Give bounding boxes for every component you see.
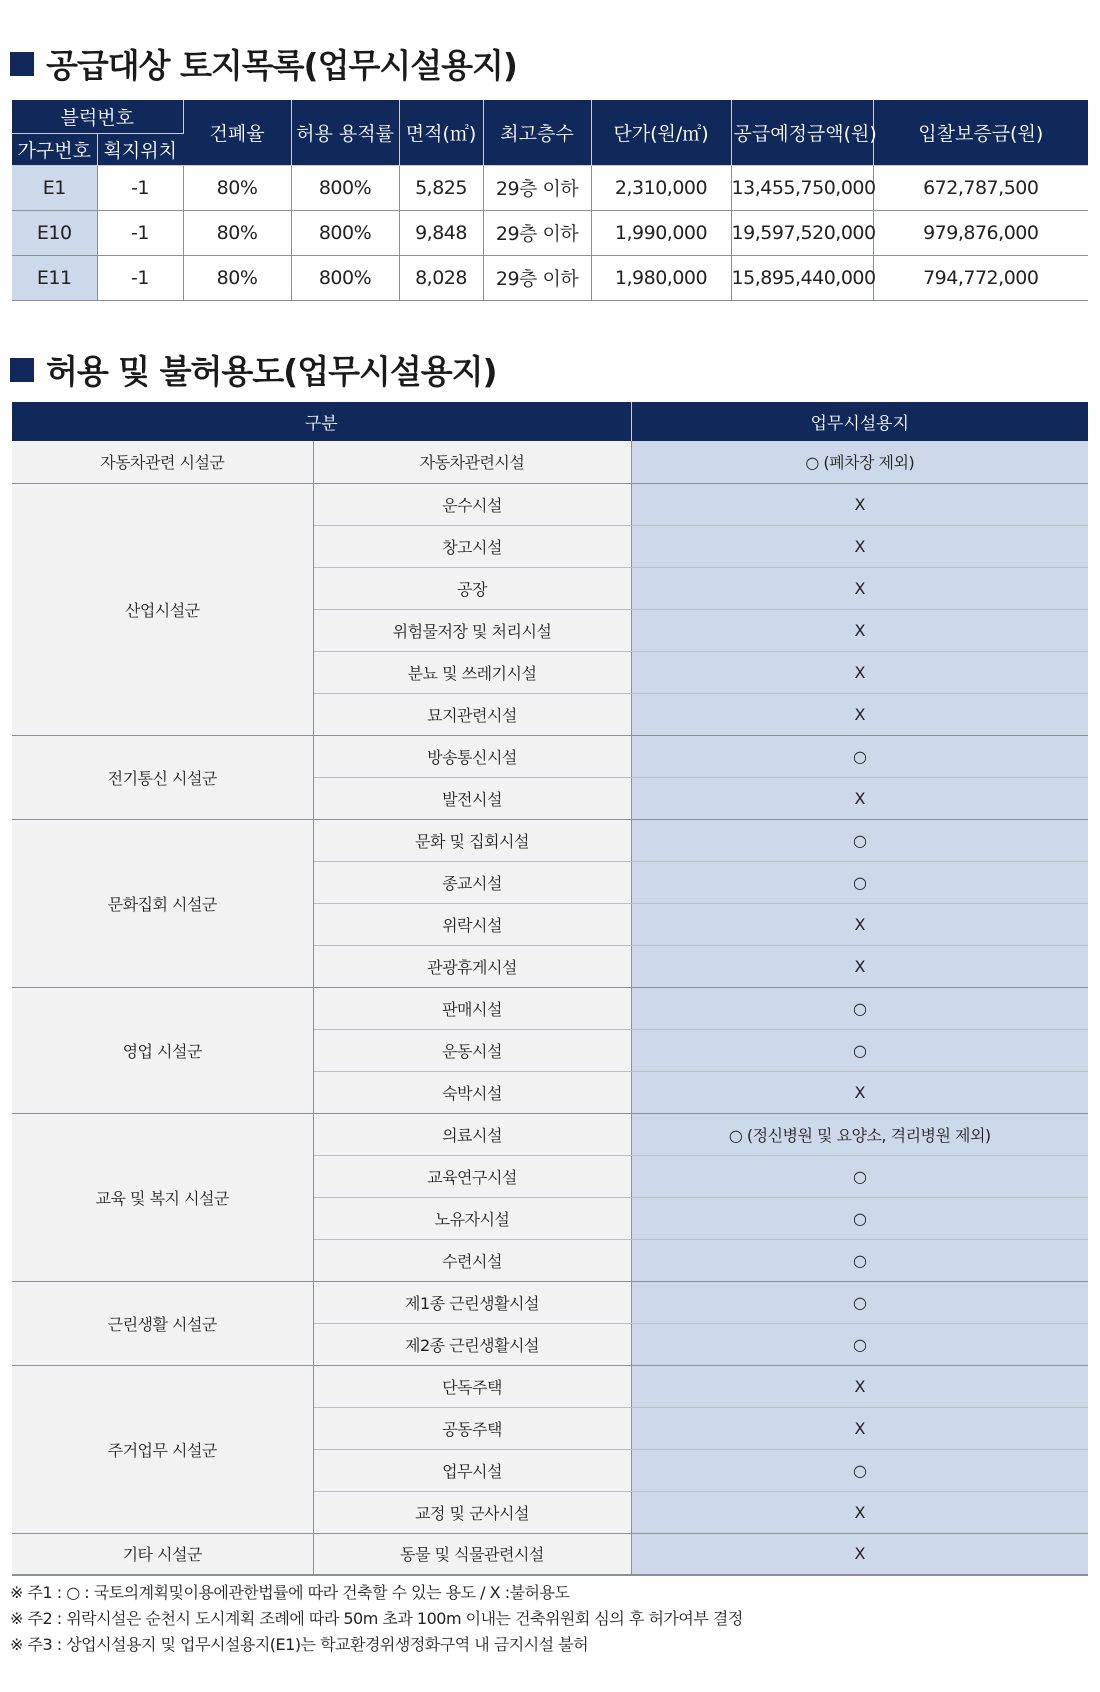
facility-cell: 노유자시설 [313, 1197, 631, 1239]
group-cell: 기타 시설군 [12, 1533, 313, 1575]
allowance-cell: ○ [631, 1029, 1088, 1071]
block-cell: E11 [12, 255, 97, 300]
facility-cell: 자동차관련시설 [313, 441, 631, 483]
facility-cell: 발전시설 [313, 777, 631, 819]
section-title-supply [10, 40, 517, 87]
group-cell: 영업 시설군 [12, 987, 313, 1113]
header-block-number: 블럭번호 [12, 100, 183, 133]
facility-cell: 종교시설 [313, 861, 631, 903]
header-max-floors: 최고층수 [483, 100, 591, 165]
coverage-cell: 80% [183, 210, 291, 255]
unit-price-cell: 1,980,000 [591, 255, 731, 300]
facility-cell: 공동주택 [313, 1407, 631, 1449]
facility-cell: 위락시설 [313, 903, 631, 945]
facility-cell: 숙박시설 [313, 1071, 631, 1113]
facility-cell: 교정 및 군사시설 [313, 1491, 631, 1533]
table-row [12, 1365, 1088, 1407]
facility-cell: 제2종 근린생활시설 [313, 1323, 631, 1365]
facility-cell: 운수시설 [313, 483, 631, 525]
facility-cell: 방송통신시설 [313, 735, 631, 777]
allowance-cell: X [631, 777, 1088, 819]
allowance-cell: X [631, 1365, 1088, 1407]
header-deposit: 입찰보증금(원) [873, 100, 1088, 165]
floors-cell: 29층 이하 [483, 210, 591, 255]
header-area: 면적(㎡) [399, 100, 483, 165]
facility-cell: 묘지관련시설 [313, 693, 631, 735]
allowance-cell: X [631, 1533, 1088, 1575]
block-cell: E10 [12, 210, 97, 255]
facility-cell: 교육연구시설 [313, 1155, 631, 1197]
supply-amount-cell: 15,895,440,000 [731, 255, 873, 300]
allowance-cell: ○ [631, 1281, 1088, 1323]
facility-cell: 단독주택 [313, 1365, 631, 1407]
group-cell: 교육 및 복지 시설군 [12, 1113, 313, 1281]
allowance-cell: X [631, 525, 1088, 567]
header-far: 허용 용적률 [291, 100, 399, 165]
facility-cell: 운동시설 [313, 1029, 631, 1071]
header-category: 구분 [12, 402, 631, 441]
allowance-cell: ○ [631, 861, 1088, 903]
group-cell: 자동차관련 시설군 [12, 441, 313, 483]
note-3: ※ 주3 : 상업시설용지 및 업무시설용지(E1)는 학교환경위생정화구역 내 금지시설 불허 [10, 1635, 589, 1654]
allowance-cell: ○ [631, 819, 1088, 861]
header-supply-amount: 공급예정금액(원) [731, 100, 873, 165]
facility-cell: 분뇨 및 쓰레기시설 [313, 651, 631, 693]
deposit-cell: 672,787,500 [873, 165, 1088, 210]
lot-cell: -1 [97, 210, 183, 255]
group-cell: 전기통신 시설군 [12, 735, 313, 819]
allowance-cell: X [631, 693, 1088, 735]
group-cell: 산업시설군 [12, 483, 313, 735]
allowance-cell: X [631, 609, 1088, 651]
facility-cell: 의료시설 [313, 1113, 631, 1155]
far-cell: 800% [291, 255, 399, 300]
table-row [12, 210, 1088, 255]
allowance-cell: X [631, 651, 1088, 693]
group-cell: 주거업무 시설군 [12, 1365, 313, 1533]
facility-cell: 업무시설 [313, 1449, 631, 1491]
table-row [12, 819, 1088, 861]
facility-cell: 위험물저장 및 처리시설 [313, 609, 631, 651]
usage-table [12, 402, 1088, 1576]
header-business-land: 업무시설용지 [631, 402, 1088, 441]
table-row [12, 165, 1088, 210]
section-title-usage [10, 346, 497, 393]
usage-table-body [12, 441, 1088, 1575]
allowance-cell: X [631, 903, 1088, 945]
facility-cell: 수련시설 [313, 1239, 631, 1281]
group-cell: 근린생활 시설군 [12, 1281, 313, 1365]
far-cell: 800% [291, 210, 399, 255]
facility-cell: 공장 [313, 567, 631, 609]
allowance-cell: ○ (정신병원 및 요양소, 격리병원 제외) [631, 1113, 1088, 1155]
allowance-cell: X [631, 567, 1088, 609]
header-lot-position: 획지위치 [97, 133, 183, 165]
deposit-cell: 794,772,000 [873, 255, 1088, 300]
header-coverage: 건폐율 [183, 100, 291, 165]
block-cell: E1 [12, 165, 97, 210]
allowance-cell: X [631, 1071, 1088, 1113]
allowance-cell: ○ [631, 1155, 1088, 1197]
allowance-cell: X [631, 945, 1088, 987]
table-row [12, 1113, 1088, 1155]
allowance-cell: X [631, 1491, 1088, 1533]
allowance-cell: ○ [631, 735, 1088, 777]
supply-table [12, 100, 1088, 301]
allowance-cell: X [631, 1407, 1088, 1449]
note-1: ※ 주1 : ○ : 국토의계획및이용에관한법률에 따라 건축할 수 있는 용도 / X :불허용도 [10, 1583, 570, 1602]
coverage-cell: 80% [183, 255, 291, 300]
section-title-usage-text: 허용 및 불허용도(업무시설용지) [46, 352, 497, 391]
facility-cell: 문화 및 집회시설 [313, 819, 631, 861]
allowance-cell: X [631, 483, 1088, 525]
area-cell: 5,825 [399, 165, 483, 210]
deposit-cell: 979,876,000 [873, 210, 1088, 255]
unit-price-cell: 2,310,000 [591, 165, 731, 210]
allowance-cell: ○ [631, 1197, 1088, 1239]
floors-cell: 29층 이하 [483, 165, 591, 210]
allowance-cell: ○ [631, 1449, 1088, 1491]
table-row [12, 1281, 1088, 1323]
header-unit-price: 단가(원/㎡) [591, 100, 731, 165]
allowance-cell: ○ [631, 1323, 1088, 1365]
square-bullet-icon [10, 52, 34, 76]
allowance-cell: ○ [631, 987, 1088, 1029]
facility-cell: 동물 및 식물관련시설 [313, 1533, 631, 1575]
facility-cell: 판매시설 [313, 987, 631, 1029]
table-row [12, 1533, 1088, 1575]
header-block-id: 가구번호 [12, 133, 97, 165]
table-row [12, 441, 1088, 483]
lot-cell: -1 [97, 165, 183, 210]
facility-cell: 창고시설 [313, 525, 631, 567]
far-cell: 800% [291, 165, 399, 210]
supply-amount-cell: 19,597,520,000 [731, 210, 873, 255]
section-title-supply-text: 공급대상 토지목록(업무시설용지) [46, 46, 517, 85]
group-cell: 문화집회 시설군 [12, 819, 313, 987]
square-bullet-icon [10, 358, 34, 382]
supply-amount-cell: 13,455,750,000 [731, 165, 873, 210]
notes [10, 1580, 743, 1658]
allowance-cell: ○ [631, 1239, 1088, 1281]
floors-cell: 29층 이하 [483, 255, 591, 300]
unit-price-cell: 1,990,000 [591, 210, 731, 255]
coverage-cell: 80% [183, 165, 291, 210]
lot-cell: -1 [97, 255, 183, 300]
facility-cell: 제1종 근린생활시설 [313, 1281, 631, 1323]
allowance-cell: ○ (폐차장 제외) [631, 441, 1088, 483]
area-cell: 8,028 [399, 255, 483, 300]
facility-cell: 관광휴게시설 [313, 945, 631, 987]
table-row [12, 255, 1088, 300]
table-row [12, 483, 1088, 525]
area-cell: 9,848 [399, 210, 483, 255]
table-row [12, 735, 1088, 777]
table-row [12, 987, 1088, 1029]
note-2: ※ 주2 : 위락시설은 순천시 도시계획 조례에 따라 50m 초과 100m 이내는 건축위원회 심의 후 허가여부 결정 [10, 1609, 743, 1628]
